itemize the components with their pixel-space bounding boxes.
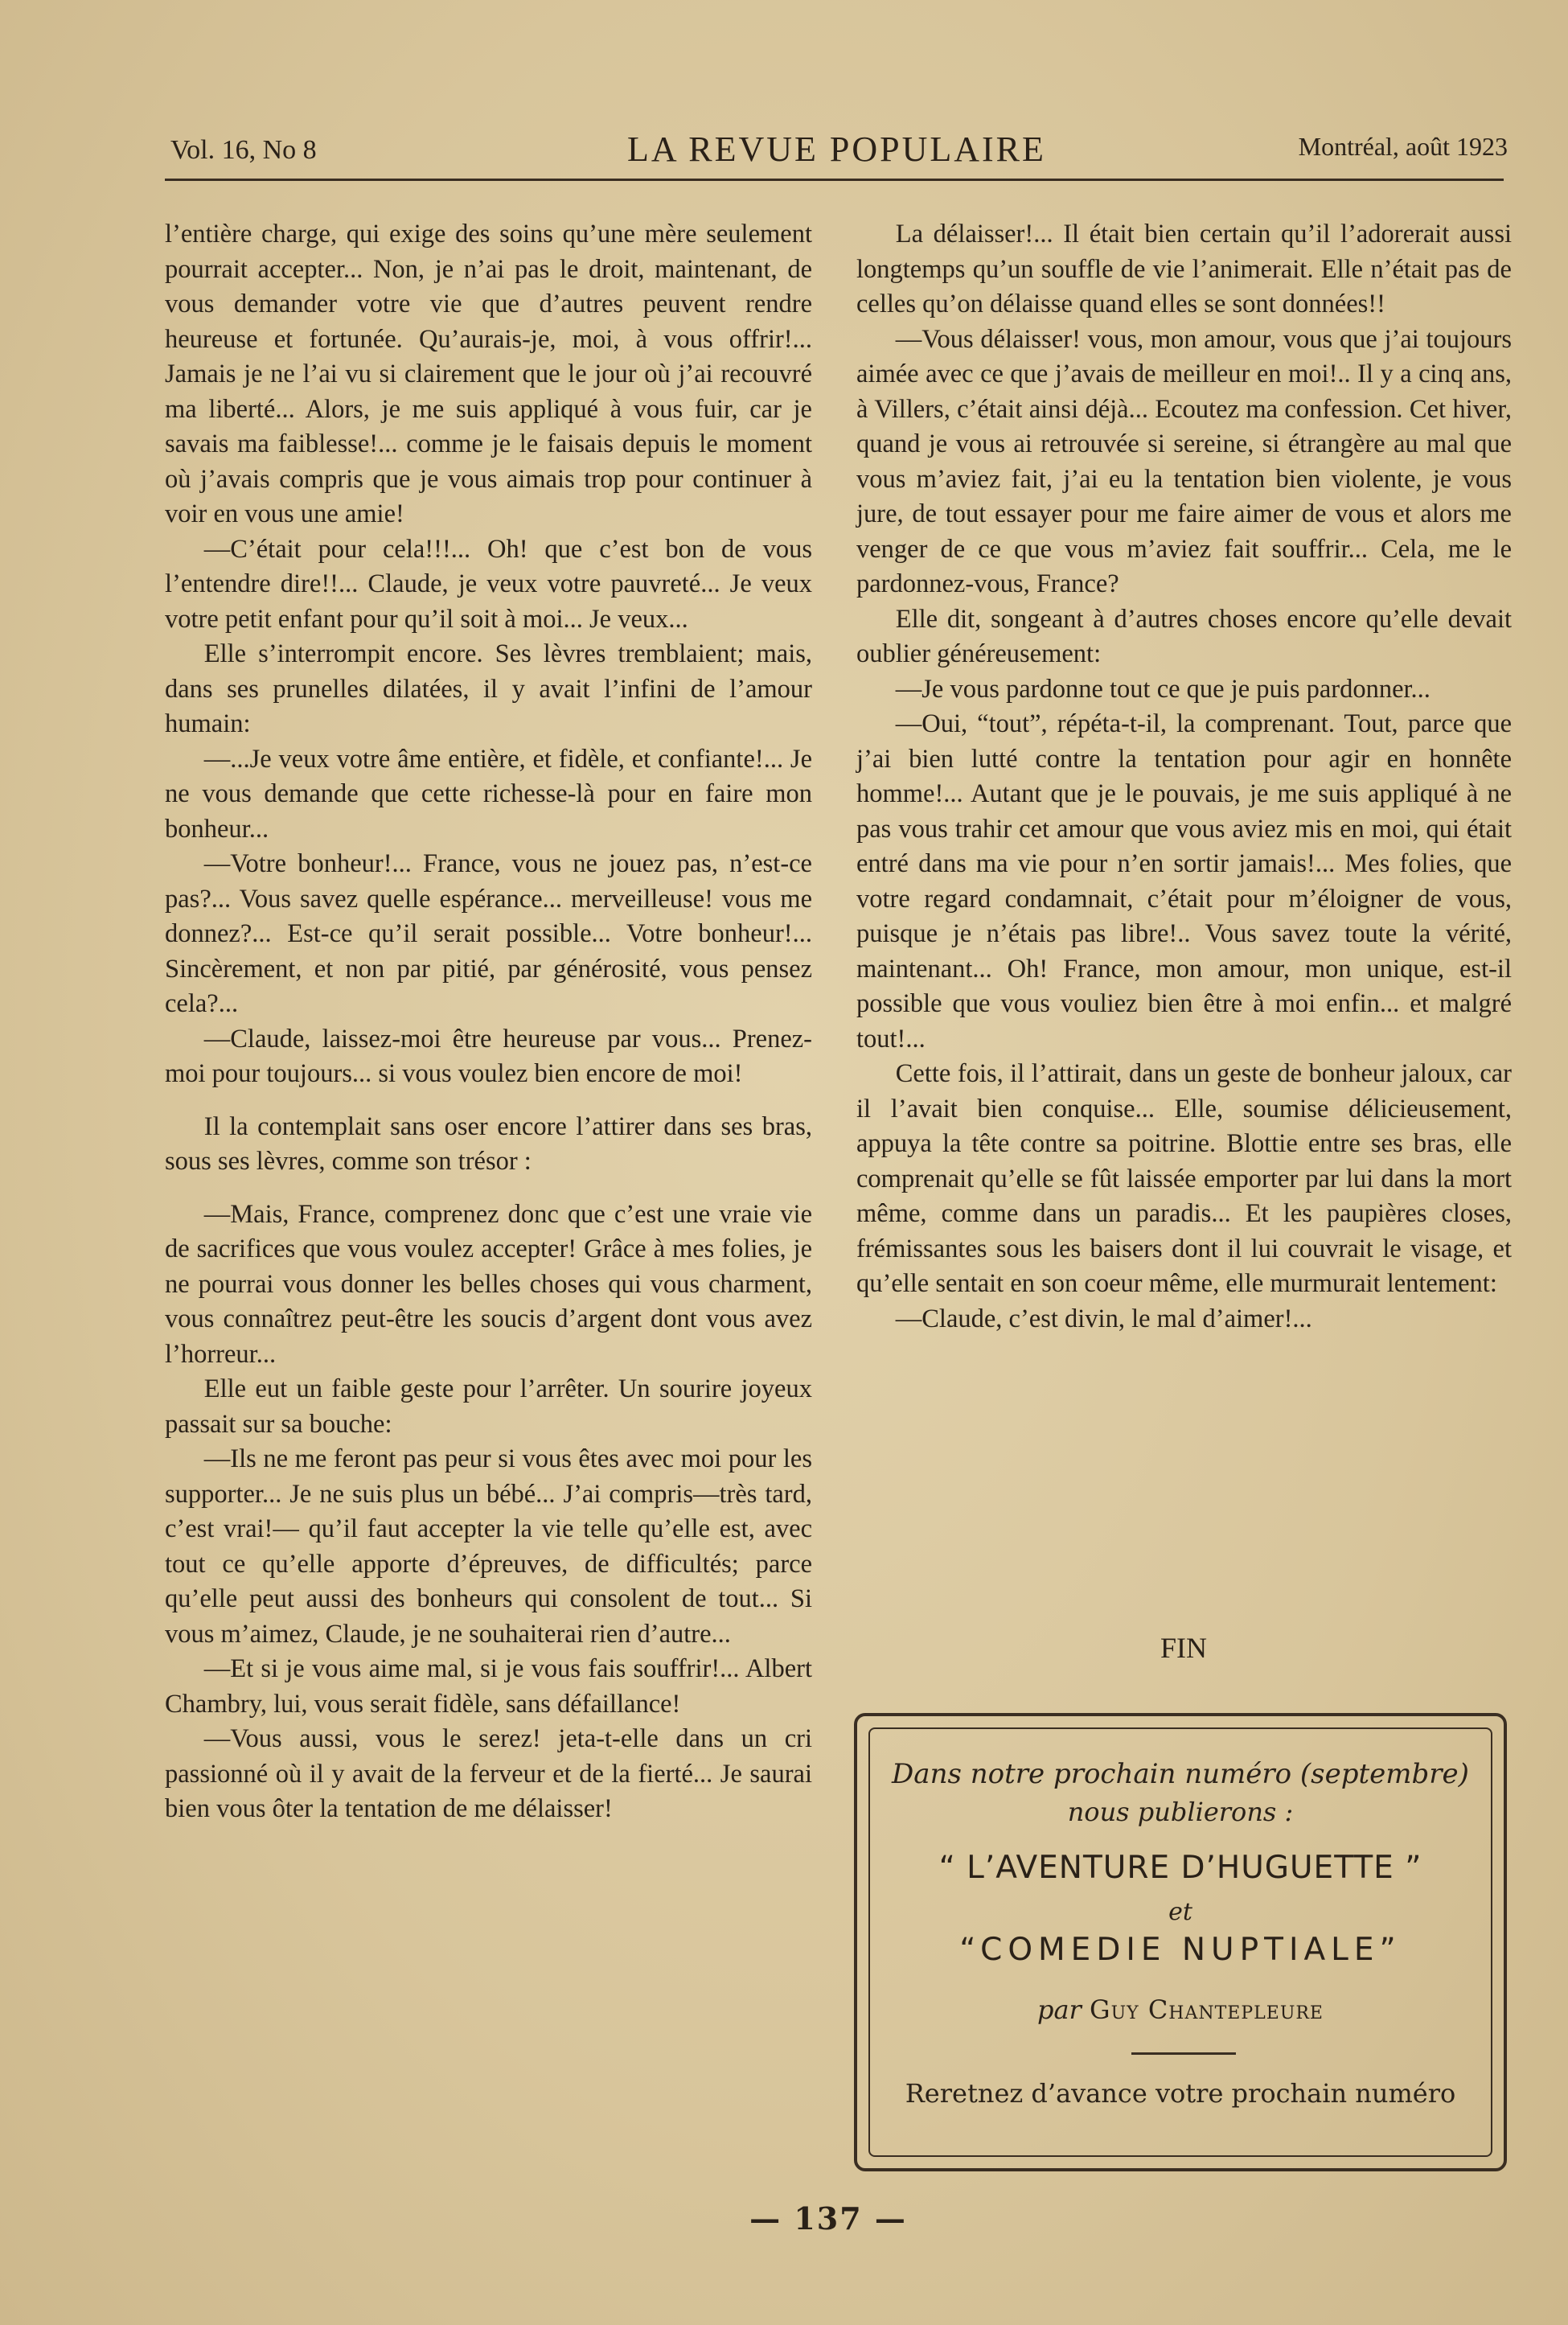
left-column (165, 217, 812, 1827)
advert-title-2: “COMEDIE NUPTIALE” (959, 1932, 1402, 1968)
paragraph: —...Je veux votre âme entière, et fidèle, et confiante!... Je ne vous demande que cette richesse-là pour en faire mon bonheur... (165, 744, 812, 844)
paragraph: —Mais, France, comprenez donc que c’est une vraie vie de sacrifices que vous voulez accepter! Grâce à mes folies, je ne pourrai vous donner les belles choses qui vous charment, vous connaîtrez peut-être les soucis d’argent dont vous avez l’horreur... (165, 1199, 812, 1369)
paragraph: Il la contemplait sans oser encore l’attirer dans ses bras, sous ses lèvres, comme son trésor : (165, 1111, 812, 1176)
page-number: — 137 — (749, 2200, 907, 2237)
advert-author: Guy Chantepleure (1090, 1994, 1324, 2025)
paragraph: —Oui, “tout”, répéta-t-il, la comprenant. Tout, parce que j’ai bien lutté contre la tentation pour agir en honnête homme!... Autant que je le pouvais, je me suis appliqué à ne pas vous trahir cet amour que vous aviez mis en moi, qui était entré dans ma vie pour n’en sortir jamais!... Mes folies, que votre regard condamnait, c’était pour m’éloigner de vous, puisque je n’étais pas libre!.. Vous savez toute la vérité, maintenant... Oh! France, mon amour, mon unique, est-il possible que vous vouliez bien être à moi enfin... et malgré tout!... (856, 709, 1512, 1054)
right-column (856, 217, 1512, 1337)
paragraph: Elle s’interrompit encore. Ses lèvres tremblaient; mais, dans ses prunelles dilatées, il y avait l’infini de l’amour humain: (165, 639, 812, 738)
paragraph: Cette fois, il l’attirait, dans un geste de bonheur jaloux, car il l’avait bien conquise... Elle, soumise délicieusement, appuya la tête contre sa poitrine. Blottie entre ses bras, elle comprenait qu’elle se fût laissée emporter par lui dans la mort même, comme dans un paradis... Et les paupières closes, frémissantes sous les baisers dont il lui couvrait le visage, et qu’elle sentait en son coeur même, elle murmurait lentement: (856, 1059, 1512, 1298)
advert-title-1: “ L’AVENTURE D’HUGUETTE ” (938, 1850, 1422, 1886)
paragraph: —Vous aussi, vous le serez! jeta-t-elle dans un cri passionné où il y avait de la ferveur et de la fierté... Je saurai bien vous ôter la tentation de me délaisser! (165, 1724, 812, 1823)
advert-divider (1131, 2052, 1236, 2055)
running-header (169, 129, 1508, 177)
paragraph: —Claude, laissez-moi être heureuse par vous... Prenez-moi pour toujours... si vous voulez bien encore de moi! (165, 1024, 812, 1088)
advert-byline (870, 1994, 1491, 2025)
paragraph: —Et si je vous aime mal, si je vous fais souffrir!... Albert Chambry, lui, vous serait fidèle, sans défaillance! (165, 1654, 812, 1719)
paragraph: l’entière charge, qui exige des soins qu’une mère seulement pourrait accepter... Non, je n’ai pas le droit, maintenant, de vous demander votre vie que d’autres peuvent rendre heureuse et fortunée. Qu’aurais-je, moi, à vous offrir!... Jamais je ne l’ai vu si clairement que le jour où j’ai recouvré ma liberté... Alors, je me suis appliqué à vous fuir, car je savais ma faiblesse!... comme je le faisais depuis le moment où j’avais compris que je vous aimais trop pour continuer à voir en vous une amie! (165, 220, 812, 528)
issue-date: Montréal, août 1923 (1298, 132, 1508, 161)
paragraph: Elle eut un faible geste pour l’arrêter. Un sourire joyeux passait sur sa bouche: (165, 1374, 812, 1439)
magazine-title: LA REVUE POPULAIRE (627, 129, 1046, 169)
paragraph: —Ils ne me feront pas peur si vous êtes avec moi pour les supporter... Je ne suis plus un bébé... J’ai compris—très tard, c’est vrai!— qu’il faut accepter la vie telle qu’elle est, avec tout ce qu’elle apporte d’épreuves, de difficultés; parce qu’elle peut aussi des bonheurs qui consolent de tout... Si vous m’aimez, Claude, je ne souhaiterai rien d’autre... (165, 1444, 812, 1649)
story-end-marker: FIN (1160, 1632, 1207, 1664)
paragraph: —C’était pour cela!!!... Oh! que c’est bon de vous l’entendre dire!!... Claude, je veux votre pauvreté... Je veux votre petit enfant pour qu’il soit à moi... Je veux... (165, 534, 812, 634)
advert-inner-frame (868, 1727, 1492, 2157)
advert-footer: Reretnez d’avance votre prochain numéro (905, 2078, 1456, 2109)
paragraph: Elle dit, songeant à d’autres choses encore qu’elle devait oublier généreusement: (856, 604, 1512, 668)
advert-intro: Dans notre prochain numéro (septembre) (892, 1758, 1469, 1790)
advert-conjunction: et (1168, 1898, 1192, 1926)
paragraph: —Vous délaisser! vous, mon amour, vous que j’ai toujours aimée avec ce que j’avais de meilleur en moi!.. Il y a cinq ans, à Villers, c’était ainsi déjà... Ecoutez ma confession. Cet hiver, quand je vous ai retrouvée si sereine, si étrangère au mal que vous m’aviez fait, j’ai eu la tentation bien violente, je vous jure, de tout essayer pour me faire aimer de vous et alors me venger de ce que vous m’aviez fait souffrir... Cela, me le pardonnez-vous, France? (856, 324, 1512, 598)
next-issue-advert (854, 1713, 1507, 2171)
volume-number: Vol. 16, No 8 (170, 135, 317, 165)
header-rule (165, 179, 1504, 181)
advert-par: par (1036, 1994, 1082, 2025)
advert-publish: nous publierons : (1067, 1797, 1294, 1827)
paragraph: —Je vous pardonne tout ce que je puis pardonner... (895, 674, 1430, 704)
paragraph: —Claude, c’est divin, le mal d’aimer!... (895, 1304, 1312, 1333)
paragraph: —Votre bonheur!... France, vous ne jouez pas, n’est-ce pas?... Vous savez quelle espérance... merveilleuse! vous me donnez?... Est-ce qu’il serait possible... Votre bonheur!... Sincèrement, et non par pitié, par générosité, vous pensez cela?... (165, 849, 812, 1018)
paragraph: La délaisser!... Il était bien certain qu’il l’adorerait aussi longtemps qu’un souffle de vie l’animerait. Elle n’était pas de celles qu’on délaisse quand elles se sont données!! (856, 220, 1512, 318)
